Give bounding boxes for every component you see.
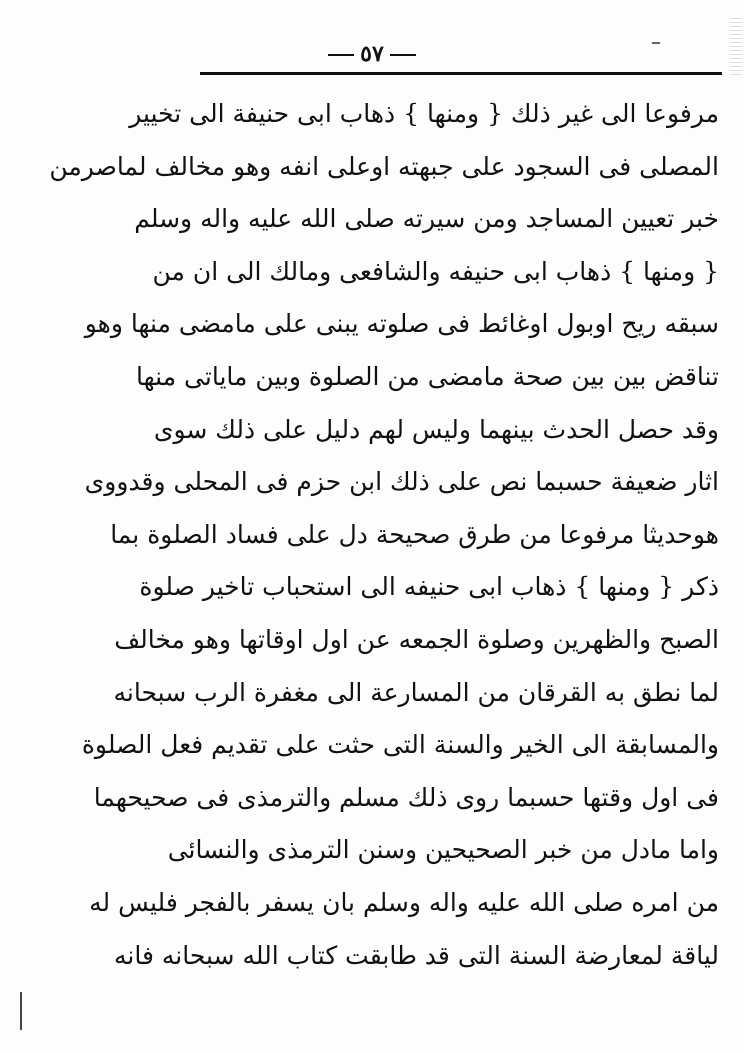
text-line: { ومنها } ذهاب ابى حنيفه والشافعى ومالك الى ان من (152, 256, 719, 286)
text-line: والمسابقة الى الخير والسنة التى حثت على تقديم فعل الصلوة (81, 730, 719, 760)
scan-margin-line (20, 992, 22, 1030)
page-number-dash-right (328, 54, 354, 56)
text-line: ذكر { ومنها } ذهاب ابى حنيفه الى استحباب تاخير صلوة (139, 572, 719, 602)
text-line: من امره صلى الله عليه واله وسلم بان يسفر بالفجر فليس له (89, 887, 719, 917)
header-rule (200, 72, 722, 75)
text-line: مرفوعا الى غير ذلك { ومنها } ذهاب ابى حنيفة الى تخيير (129, 99, 719, 128)
text-line: لياقة لمعارضة السنة التى قد طابقت كتاب الله سبحانه فانه (114, 940, 719, 970)
page-header (0, 40, 744, 70)
page-number-dash-left (390, 54, 416, 56)
text-line: سبقه ريح اوبول اوغائط فى صلوته يبنى على مامضى منها وهو (84, 309, 719, 339)
page-number-text: ٥٧ (360, 41, 384, 67)
text-line: اثار ضعيفة حسبما نص على ذلك ابن حزم فى المحلى وقدووى (84, 467, 719, 497)
text-line: المصلى فى السجود على جبهته اوعلى انفه وهو مخالف لماصرمن (49, 151, 719, 181)
text-line: الصبح والظهرين وصلوة الجمعه عن اول اوقاتها وهو مخالف (114, 624, 719, 654)
text-line: هوحديثا مرفوعا من طرق صحيحة دل على فساد الصلوة بما (110, 519, 719, 549)
body-text (49, 88, 719, 982)
text-line: خبر تعيين المساجد ومن سيرته صلى الله عليه واله وسلم (134, 204, 719, 234)
text-line: لما نطق به القرقان من المسارعة الى مغفرة الرب سبحانه (113, 677, 719, 707)
page-number (322, 40, 422, 68)
text-line: فى اول وقتها حسبما روى ذلك مسلم والترمذى فى صحيحهما (93, 782, 719, 812)
text-line: وقد حصل الحدث بينهما وليس لهم دليل على ذلك سوى (153, 414, 719, 444)
text-line: تناقض بين بين صحة مامضى من الصلوة وبين ماياتى منها (136, 361, 719, 391)
text-line: واما مادل من خبر الصحيحين وسنن الترمذى والنسائى (167, 835, 719, 865)
